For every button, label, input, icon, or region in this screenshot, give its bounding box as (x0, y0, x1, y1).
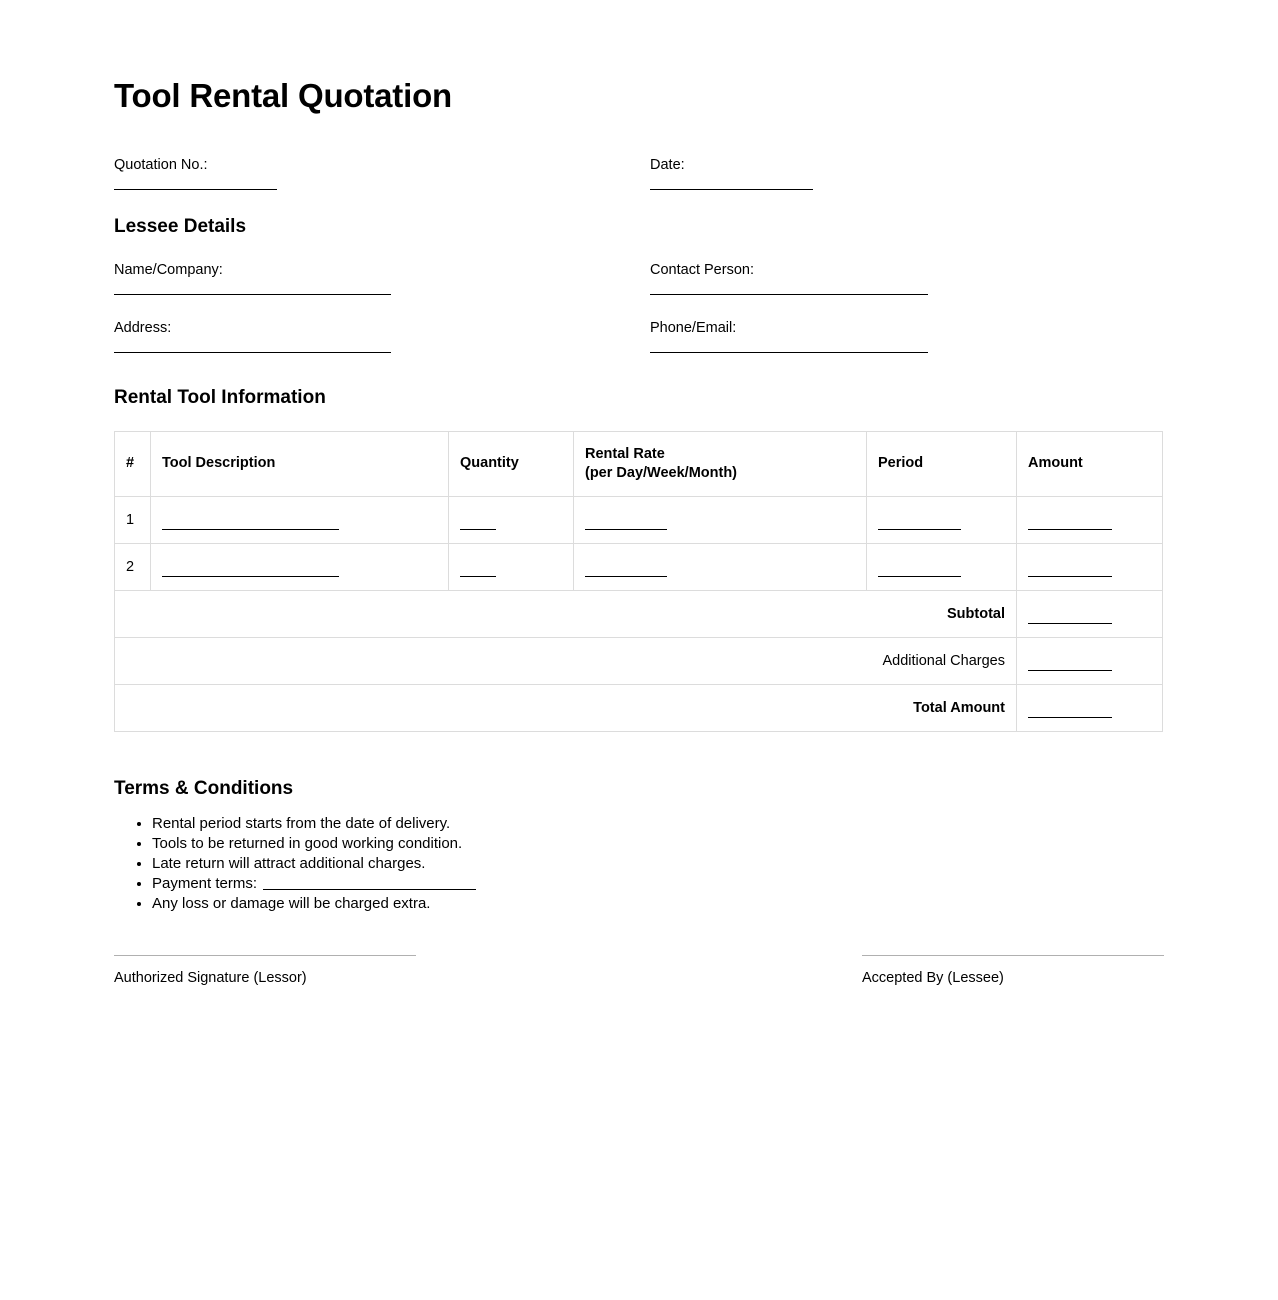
rental-tool-information-section (114, 387, 1164, 732)
column-header-rental-rate (574, 432, 867, 496)
lessee-details-section (114, 216, 1164, 352)
total-amount-input-line[interactable] (1028, 697, 1112, 718)
phone-email-label: Phone/Email: (650, 319, 737, 336)
term-text: Any loss or damage will be charged extra. (152, 894, 431, 912)
date-input-line[interactable] (650, 189, 813, 190)
cell-rental-rate[interactable] (574, 543, 867, 590)
name-company-field (114, 261, 639, 295)
column-header-quantity: Quantity (449, 432, 574, 496)
quotation-no-label: Quotation No.: (114, 157, 208, 174)
signature-section (114, 955, 1164, 987)
page-title: Tool Rental Quotation (114, 77, 452, 114)
quantity-input-line[interactable] (460, 509, 496, 530)
table-row (115, 496, 1163, 543)
quotation-no-input-line[interactable] (114, 189, 277, 190)
column-header-amount: Amount (1017, 432, 1163, 496)
name-company-label: Name/Company: (114, 261, 223, 278)
terms-and-conditions-heading: Terms & Conditions (114, 777, 294, 799)
table-header-row (115, 432, 1163, 496)
rental-rate-input-line[interactable] (585, 509, 667, 530)
cell-period[interactable] (867, 496, 1017, 543)
column-header-number: # (115, 432, 151, 496)
lessee-row-2 (114, 319, 1164, 353)
subtotal-label: Subtotal (115, 590, 1017, 637)
additional-charges-label: Additional Charges (115, 637, 1017, 684)
cell-tool-description[interactable] (151, 543, 449, 590)
amount-input-line[interactable] (1028, 556, 1112, 577)
lessor-signature-caption: Authorized Signature (Lessor) (114, 970, 307, 986)
rental-tool-information-heading: Rental Tool Information (114, 386, 326, 408)
column-header-tool-description: Tool Description (151, 432, 449, 496)
lessee-signature-line[interactable] (862, 955, 1164, 956)
payment-terms-input-line[interactable] (263, 875, 476, 890)
terms-list (114, 814, 1164, 913)
lessee-signature-caption: Accepted By (Lessee) (862, 970, 1004, 986)
lessee-signature-block (862, 955, 1164, 987)
term-text: Payment terms: (152, 874, 258, 892)
lessor-signature-block (114, 955, 416, 987)
quotation-meta-row (114, 156, 1164, 190)
amount-input-line[interactable] (1028, 509, 1112, 530)
rental-tool-table (114, 431, 1163, 731)
table-body (115, 496, 1163, 731)
address-input-line[interactable] (114, 352, 391, 353)
lessor-signature-line[interactable] (114, 955, 416, 956)
term-text: Tools to be returned in good working condition. (152, 835, 463, 853)
list-item (152, 834, 1164, 854)
total-amount-row (115, 684, 1163, 731)
cell-amount[interactable] (1017, 543, 1163, 590)
contact-person-label: Contact Person: (650, 261, 754, 278)
subtotal-input-line[interactable] (1028, 603, 1112, 624)
cell-amount[interactable] (1017, 496, 1163, 543)
date-field (639, 156, 1164, 190)
list-item (152, 894, 1164, 914)
address-field (114, 319, 639, 353)
cell-rental-rate[interactable] (574, 496, 867, 543)
cell-tool-description[interactable] (151, 496, 449, 543)
rental-rate-input-line[interactable] (585, 556, 667, 577)
phone-email-input-line[interactable] (650, 352, 928, 353)
row-number: 2 (115, 543, 151, 590)
date-label: Date: (650, 157, 685, 174)
list-item (152, 814, 1164, 834)
tool-description-input-line[interactable] (162, 556, 339, 577)
total-amount-label: Total Amount (115, 684, 1017, 731)
terms-and-conditions-section (114, 778, 1164, 914)
quotation-no-field (114, 156, 639, 190)
subtotal-row (115, 590, 1163, 637)
address-label: Address: (114, 319, 172, 336)
contact-person-field (639, 261, 1164, 295)
cell-period[interactable] (867, 543, 1017, 590)
phone-email-field (639, 319, 1164, 353)
lessee-details-heading: Lessee Details (114, 216, 247, 238)
name-company-input-line[interactable] (114, 294, 391, 295)
cell-additional-charges-amount[interactable] (1017, 637, 1163, 684)
term-text: Late return will attract additional charges. (152, 855, 426, 873)
cell-quantity[interactable] (449, 496, 574, 543)
rental-rate-line-2: (per Day/Week/Month) (585, 464, 738, 481)
table-row (115, 543, 1163, 590)
column-header-period: Period (867, 432, 1017, 496)
cell-quantity[interactable] (449, 543, 574, 590)
term-text: Rental period starts from the date of delivery. (152, 815, 451, 833)
lessee-row-1 (114, 261, 1164, 295)
cell-total-amount[interactable] (1017, 684, 1163, 731)
additional-charges-row (115, 637, 1163, 684)
period-input-line[interactable] (878, 556, 961, 577)
list-item (152, 854, 1164, 874)
additional-charges-input-line[interactable] (1028, 650, 1112, 671)
tool-description-input-line[interactable] (162, 509, 339, 530)
list-item (152, 874, 1164, 894)
cell-subtotal-amount[interactable] (1017, 590, 1163, 637)
contact-person-input-line[interactable] (650, 294, 928, 295)
period-input-line[interactable] (878, 509, 961, 530)
row-number: 1 (115, 496, 151, 543)
table-header (115, 432, 1163, 496)
quantity-input-line[interactable] (460, 556, 496, 577)
rental-rate-line-1: Rental Rate (585, 446, 665, 463)
